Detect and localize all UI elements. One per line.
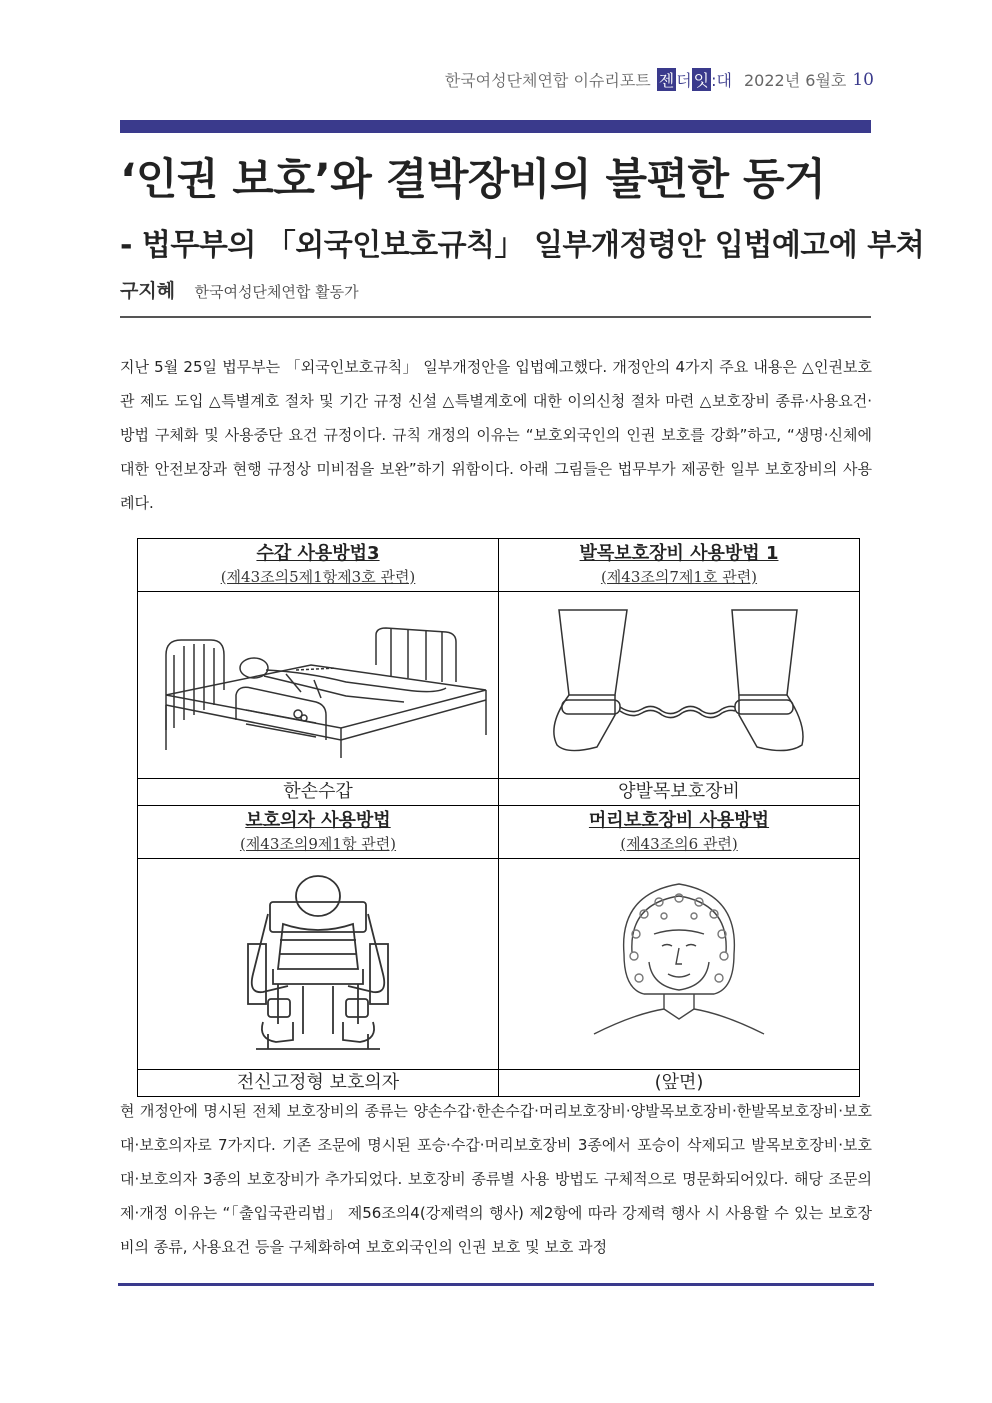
figure-ref: (제43조의7제1호 관련) bbox=[600, 568, 758, 586]
footer-rule bbox=[118, 1283, 874, 1286]
figure-caption: (앞면) bbox=[654, 1072, 704, 1093]
figure-header-head bbox=[499, 806, 860, 859]
author-role: 한국여성단체연합 활동가 bbox=[194, 283, 359, 301]
figure-title: 발목보호장비 사용방법 1 bbox=[579, 543, 779, 564]
body-paragraph-1: 지난 5월 25일 법무부는 「외국인보호규칙」 일부개정안을 입법예고했다. 개정안의 4가지 주요 내용은 △인권보호관 제도 도입 △특별계호 절차 및 기간 규정 신설 △특별계호에 대한 이의신청 절차 마련 △보호장비 종류·사용요건·방법 구체화 및 사용중단 요건 규정이다. 규칙 개정의 이유는 “보호외국인의 인권 보호를 강화”하고, “생명·신체에 대한 안전보장과 현행 규정상 미비점을 보완”하기 위함이다. 아래 그림들은 법무부가 제공한 일부 보호장비의 사용례다. bbox=[120, 358, 872, 512]
figure-header-ankle bbox=[499, 539, 860, 592]
logo-char-2: 더 bbox=[676, 71, 692, 90]
figure-image-cell bbox=[138, 859, 499, 1070]
figure-caption-cell bbox=[499, 779, 860, 806]
ankle-restraint-illustration bbox=[507, 605, 852, 765]
article-subtitle: - 법무부의 「외국인보호규칙」 일부개정령안 입법예고에 부쳐 bbox=[120, 228, 925, 263]
figure-ref: (제43조의9제1항 관련) bbox=[239, 835, 397, 853]
body-paragraph-2: 현 개정안에 명시된 전체 보호장비의 종류는 양손수갑·한손수갑·머리보호장비·양발목보호장비·한발목보호장비·보호대·보호의자로 7가지다. 기존 조문에 명시된 포승·수갑·머리보호장비 3종에서 포승이 삭제되고 발목보호장비·보호대·보호의자 3종의 보호장비가 추가되었다. 보호장비 종류별 사용 방법도 구체적으로 명문화되어있다. 해당 조문의 제·개정 이유는 “「출입국관리법」 제56조의4(강제력의 행사) 제2항에 따라 강제력 행사 시 사용할 수 있는 보호장비의 종류, 사용요건 등을 구체화하여 보호외국인의 인권 보호 및 보호 과정 bbox=[120, 1102, 872, 1256]
page-header bbox=[445, 68, 874, 91]
figure-header-handcuff bbox=[138, 539, 499, 592]
bed-handcuff-illustration bbox=[146, 610, 491, 760]
figure-ref: (제43조의6 관련) bbox=[620, 835, 738, 853]
author-line bbox=[120, 276, 359, 303]
publisher-name: 한국여성단체연합 이슈리포트 bbox=[444, 71, 651, 90]
figure-title: 보호의자 사용방법 bbox=[245, 810, 391, 831]
figure-header-chair bbox=[138, 806, 499, 859]
figure-caption: 양발목보호장비 bbox=[618, 781, 740, 802]
gender-it-logo bbox=[657, 68, 732, 91]
figure-image-cell bbox=[499, 859, 860, 1070]
issue-date: 2022년 6월호 bbox=[744, 71, 847, 90]
figure-image-cell bbox=[138, 592, 499, 779]
logo-char-4: :대 bbox=[711, 71, 732, 90]
figure-caption-cell bbox=[138, 779, 499, 806]
figure-caption: 한손수갑 bbox=[283, 781, 353, 802]
head-restraint-illustration bbox=[564, 874, 794, 1054]
restraint-figure-table bbox=[137, 538, 860, 1097]
page-number: 10 bbox=[852, 69, 874, 90]
figure-caption: 전신고정형 보호의자 bbox=[236, 1072, 400, 1093]
figure-title: 수갑 사용방법3 bbox=[256, 543, 380, 564]
author-divider bbox=[120, 316, 871, 318]
figure-title: 머리보호장비 사용방법 bbox=[588, 810, 770, 831]
author-name: 구지혜 bbox=[120, 280, 176, 302]
figure-image-cell bbox=[499, 592, 860, 779]
restraint-chair-illustration bbox=[208, 874, 428, 1054]
title-top-bar bbox=[120, 120, 871, 133]
figure-caption-cell bbox=[499, 1070, 860, 1097]
figure-ref: (제43조의5제1항제3호 관련) bbox=[220, 568, 416, 586]
figure-caption-cell bbox=[138, 1070, 499, 1097]
logo-char-1: 젠 bbox=[657, 68, 676, 91]
logo-char-3: 잇 bbox=[692, 68, 711, 91]
article-title: ‘인권 보호’와 결박장비의 불편한 동거 bbox=[120, 155, 826, 205]
